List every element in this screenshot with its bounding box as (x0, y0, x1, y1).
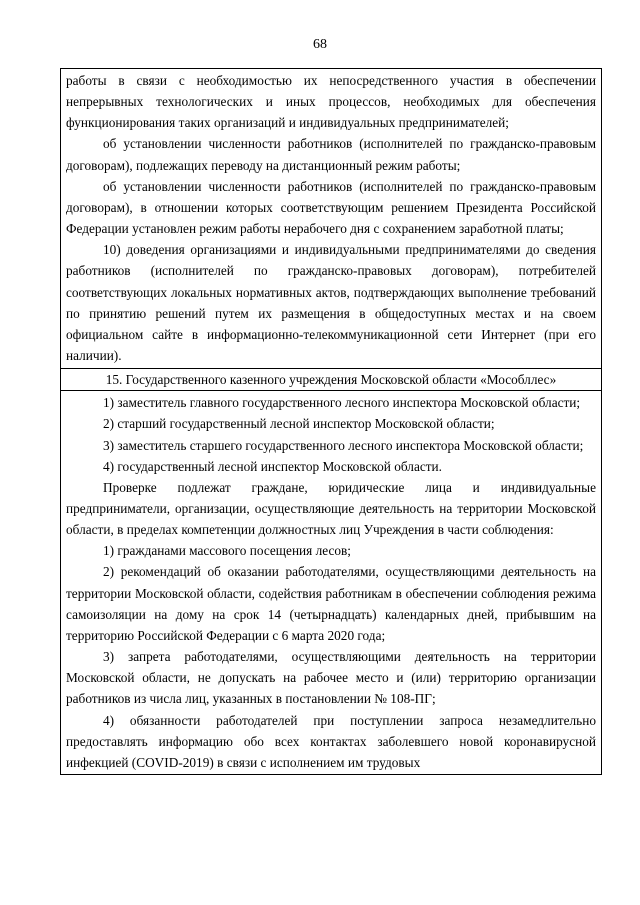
paragraph: Проверке подлежат граждане, юридические лица и индивидуальные предприниматели, организации, осуществляющие деятельность на территории Московской области, в пределах компетенции должностных лиц Учреждения в части соблюдения: (66, 479, 596, 538)
paragraph: 1) заместитель главного государственного лесного инспектора Московской области; (103, 395, 581, 411)
regulation-table (60, 68, 602, 775)
paragraph: об установлении численности работников (исполнителей по гражданско-правовым договорам), подлежащих переводу на дистанционный режим работы; (66, 136, 596, 173)
paragraph: 10) доведения организациями и индивидуальными предпринимателями до сведения работников (исполнителей по гражданско-правовых договорам), потребителей соответствующих локальных нормативных актов, подтверждающих выполнение требований по принятию решений путем их размещения в общедоступных местах и на своем официальном сайте в информационно-телекоммуникационной сети Интернет (при его наличии). (66, 242, 596, 364)
paragraph: 4) обязанности работодателей при поступлении запроса незамедлительно предоставлять информацию обо всех контактах заболевшего новой коронавирусной инфекцией (COVID-2019) в связи с исполнением им трудовых (66, 712, 596, 770)
table-cell-inspectors (61, 391, 601, 774)
table-cell-continuation (61, 69, 601, 368)
section-header-mosoblles: 15. Государственного казенного учреждения Московской области «Мособллес» (61, 368, 601, 391)
paragraph: работы в связи с необходимостью их непосредственного участия в обеспечении непрерывных технологических и иных процессов, необходимых для обеспечения функционирования таких организаций и индивидуальных предпринимателей; (66, 73, 596, 131)
page-number: 68 (313, 37, 327, 52)
paragraph: 4) государственный лесной инспектор Московской области. (103, 458, 442, 474)
paragraph: 2) рекомендаций об оказании работодателями, осуществляющими деятельность на территории Московской области, содействия работникам в обеспечении соблюдения режима самоизоляции на дому на срок 14 (четырнадцать) календарных дней, прибывшим на территорию Российской Федерации с 6 марта 2020 года; (66, 564, 596, 643)
paragraph: об установлении численности работников (исполнителей по гражданско-правовым договорам), в отношении которых соответствующим решением Президента Российской Федерации установлен режим работы нерабочего дня с сохранением заработной платы; (66, 178, 596, 237)
paragraph: 1) гражданами массового посещения лесов; (103, 543, 352, 559)
paragraph: 3) заместитель старшего государственного лесного инспектора Московской области; (103, 437, 584, 453)
paragraph: 3) запрета работодателями, осуществляющими деятельность на территории Московской области, не допускать на рабочее место и (или) территорию организации работников из числа лиц, указанных в постановлении № 108-ПГ; (66, 649, 596, 707)
paragraph: 2) старший государственный лесной инспектор Московской области; (103, 416, 495, 432)
